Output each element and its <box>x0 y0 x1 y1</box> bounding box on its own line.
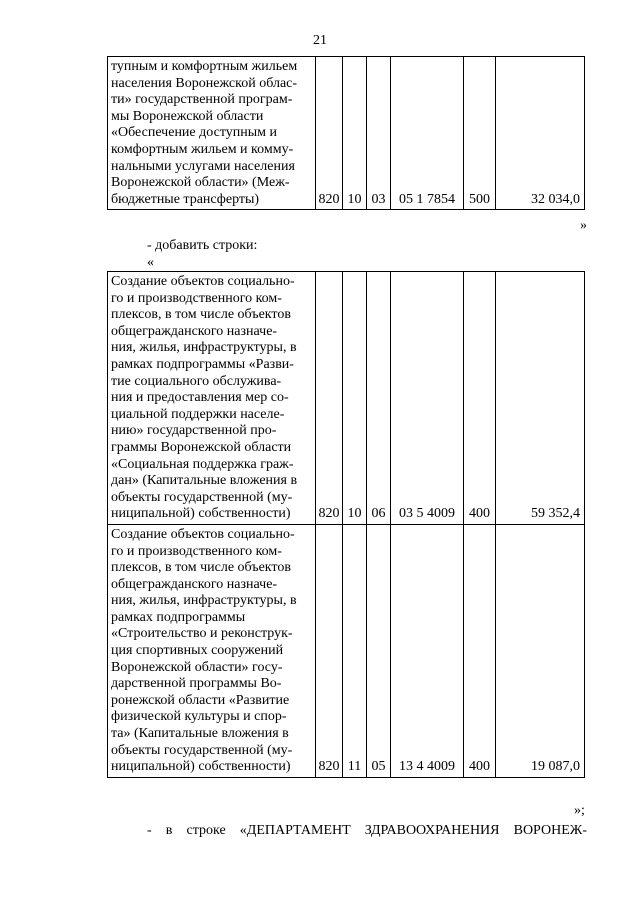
description-line: ния и предоставления мер со- <box>111 390 289 406</box>
row-description <box>108 272 316 525</box>
expense-type-cell: 500 <box>464 57 496 210</box>
description-line: Создание объектов социально- <box>111 526 295 542</box>
description-line: граммы Воронежской области <box>111 439 292 455</box>
description-line: объекты государственной (му- <box>111 742 293 758</box>
description-line: рамках подпрограммы <box>111 609 246 625</box>
description-line: рамках подпрограммы «Разви- <box>111 356 294 372</box>
table-row <box>108 524 585 777</box>
description-line: го и производственного ком- <box>111 543 282 559</box>
target-article-cell: 03 5 4009 <box>391 272 464 525</box>
expense-type-cell: 400 <box>464 272 496 525</box>
close-quote-1: » <box>580 218 587 233</box>
description-line: плексов, в том числе объектов <box>111 560 291 576</box>
description-line: бюджетные трансферты) <box>111 191 260 207</box>
description-line: ния, жилья, инфраструктуры, в <box>111 340 297 356</box>
description-line: дарственной программы Во- <box>111 676 282 692</box>
bottom-instruction-line: - в строке «ДЕПАРТАМЕНТ ЗДРАВООХРАНЕНИЯ ВОРОНЕЖ- <box>147 823 587 838</box>
description-line: ниципальной) собственности) <box>111 759 291 775</box>
description-line: циальной поддержки населе- <box>111 406 285 422</box>
target-article-cell: 05 1 7854 <box>391 57 464 210</box>
description-line: ронежской области «Развитие <box>111 692 290 708</box>
section-code-cell: 10 <box>343 272 367 525</box>
description-line: та» (Капитальные вложения в <box>111 726 289 742</box>
description-line: плексов, в том числе объектов <box>111 307 291 323</box>
description-line: «Строительство и реконструк- <box>111 626 293 642</box>
description-line: го и производственного ком- <box>111 290 282 306</box>
amount-cell: 32 034,0 <box>496 57 585 210</box>
description-line: Создание объектов социально- <box>111 274 295 289</box>
description-line: Воронежской области» (Меж- <box>111 175 290 191</box>
description-line: «Социальная поддержка граж- <box>111 456 294 472</box>
description-line: ниципальной) собственности) <box>111 506 291 522</box>
ministry-code-cell: 820 <box>316 57 343 210</box>
description-line: ти» государственной програм- <box>111 92 293 108</box>
description-line: тие социального обслужива- <box>111 373 282 389</box>
amount-cell: 59 352,4 <box>496 272 585 525</box>
subsection-code-cell: 05 <box>367 524 391 777</box>
description-line: тупным и комфортным жильем <box>111 59 298 74</box>
description-line: населения Воронежской облас- <box>111 75 298 91</box>
description-line: объекты государственной (му- <box>111 489 293 505</box>
description-line: комфортным жильем и комму- <box>111 141 294 157</box>
description-line: мы Воронежской области <box>111 108 264 124</box>
target-article-cell: 13 4 4009 <box>391 524 464 777</box>
description-line: дан» (Капитальные вложения в <box>111 473 298 489</box>
page-number: 21 <box>313 33 327 48</box>
table-row <box>108 272 585 525</box>
add-rows-label: - добавить строки: <box>147 238 258 253</box>
description-line: Воронежской области» госу- <box>111 659 283 675</box>
ministry-code-cell: 820 <box>316 524 343 777</box>
expense-type-cell: 400 <box>464 524 496 777</box>
description-line: нальными услугами населения <box>111 158 295 174</box>
description-line: ция спортивных сооружений <box>111 643 284 659</box>
description-line: общегражданского назначе- <box>111 323 278 339</box>
description-line: ния, жилья, инфраструктуры, в <box>111 593 297 609</box>
description-line: нию» государственной про- <box>111 423 277 439</box>
description-line: физической культуры и спор- <box>111 709 287 725</box>
ministry-code-cell: 820 <box>316 272 343 525</box>
open-quote: « <box>147 255 154 270</box>
row-description <box>108 57 316 210</box>
description-line: «Обеспечение доступным и <box>111 125 277 141</box>
row-description <box>108 524 316 777</box>
subsection-code-cell: 06 <box>367 272 391 525</box>
table-row <box>108 57 585 210</box>
section-code-cell: 11 <box>343 524 367 777</box>
budget-table-added-rows <box>107 271 585 778</box>
description-line: общегражданского назначе- <box>111 576 278 592</box>
close-quote-2: »; <box>574 803 585 818</box>
section-code-cell: 10 <box>343 57 367 210</box>
subsection-code-cell: 03 <box>367 57 391 210</box>
budget-table-continued <box>107 56 585 210</box>
amount-cell: 19 087,0 <box>496 524 585 777</box>
